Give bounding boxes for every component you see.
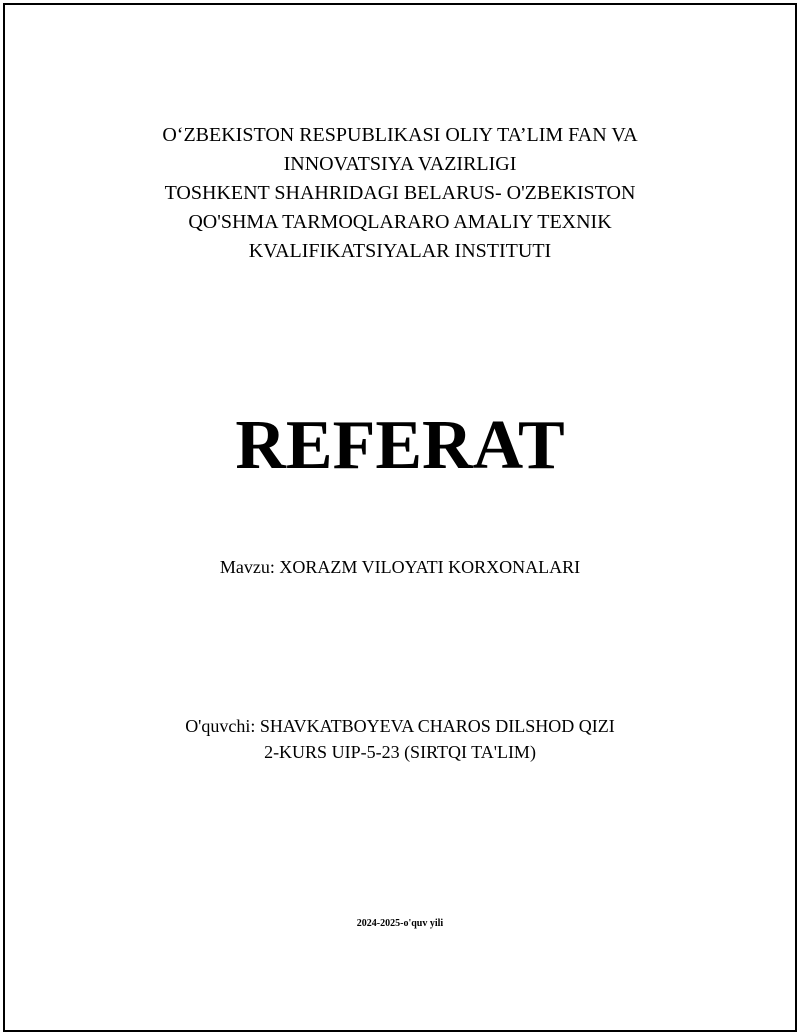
academic-year: 2024-2025-o'quv yili xyxy=(356,918,444,929)
student-course: 2-KURS UIP-5-23 (SIRTQI TA'LIM) xyxy=(264,742,536,762)
header-line-ministry-1: O‘ZBEKISTON RESPUBLIKASI OLIY TA’LIM FAN VA xyxy=(162,124,638,146)
header-line-institute-1: TOSHKENT SHAHRIDAGI BELARUS- O'ZBEKISTON xyxy=(164,182,636,204)
header-line-institute-2: QO'SHMA TARMOQLARARO AMALIY TEXNIK xyxy=(188,211,612,233)
student-name: O'quvchi: SHAVKATBOYEVA CHAROS DILSHOD QIZI xyxy=(185,716,615,736)
student-info xyxy=(0,713,800,765)
institution-header xyxy=(0,121,800,266)
topic-line: Mavzu: XORAZM VILOYATI KORXONALARI xyxy=(219,557,581,577)
document-title: REFERAT xyxy=(235,407,565,484)
header-line-ministry-2: INNOVATSIYA VAZIRLIGI xyxy=(283,153,517,175)
header-line-institute-3: KVALIFIKATSIYALAR INSTITUTI xyxy=(248,240,552,262)
